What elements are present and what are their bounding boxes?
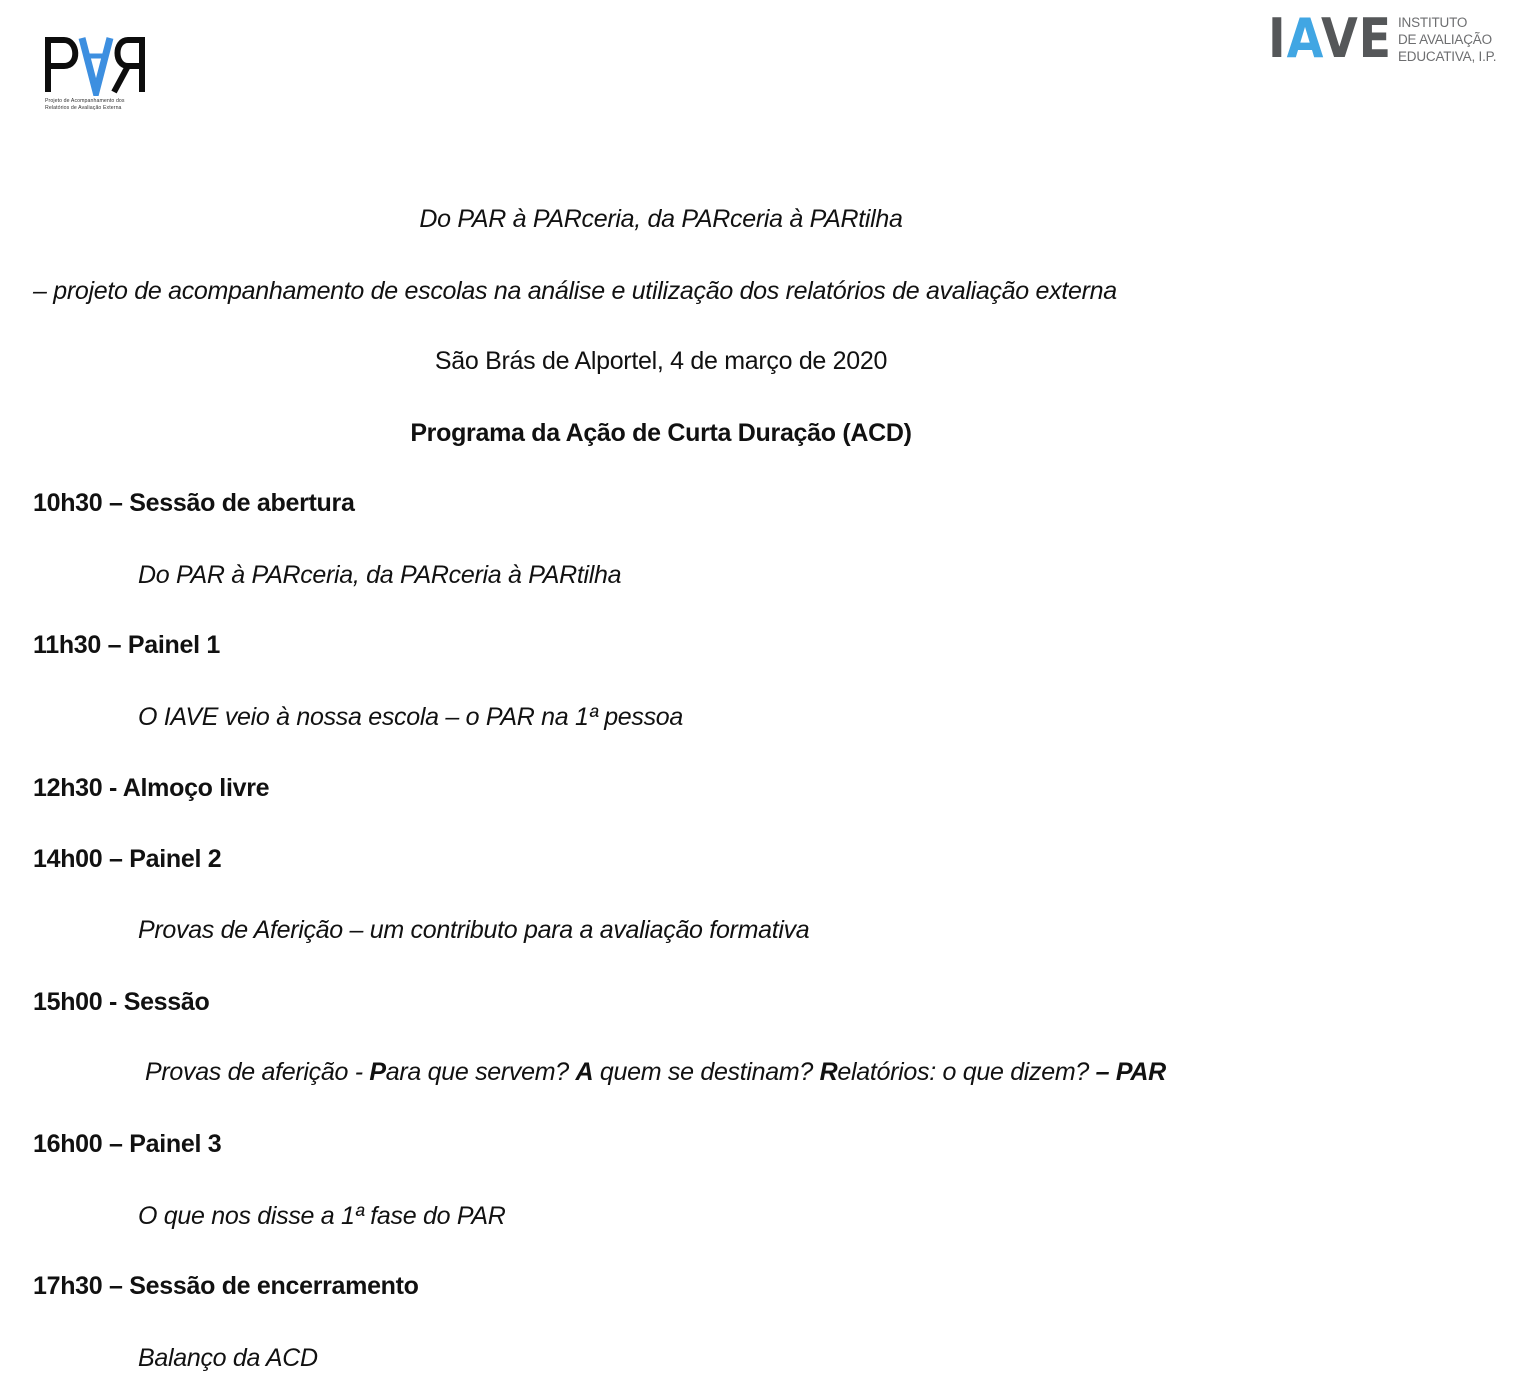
description-part: ara que servem?: [385, 1058, 576, 1086]
schedule-item-title: 14h00 – Painel 2: [33, 845, 222, 873]
schedule-item-title: 11h30 – Painel 1: [33, 631, 220, 659]
description-part-bold: P: [369, 1058, 386, 1086]
description-part: quem se destinam?: [593, 1058, 820, 1086]
document-title: Do PAR à PARceria, da PARceria à PARtilha: [419, 205, 903, 233]
program-title: Programa da Ação de Curta Duração (ACD): [410, 419, 912, 447]
schedule-item-title: 17h30 – Sessão de encerramento: [33, 1272, 419, 1300]
schedule-item-title: 15h00 - Sessão: [33, 988, 210, 1016]
par-logo: [44, 30, 154, 115]
iave-mark-i: I: [1268, 7, 1287, 70]
schedule-item-description: O IAVE veio à nossa escola – o PAR na 1ª pessoa: [138, 703, 684, 731]
par-caption-line-1: Projeto de Acompanhamento dos: [45, 98, 125, 104]
iave-mark-a: A: [1286, 7, 1322, 70]
iave-logo-mark: [1268, 7, 1393, 70]
iave-logo-text: [1398, 14, 1496, 65]
iave-text-line-3: EDUCATIVA, I.P.: [1398, 49, 1497, 64]
par-caption-line-2: Relatórios de Avaliação Externa: [45, 104, 122, 111]
par-logo-caption: [45, 98, 125, 111]
iave-mark-ve: VE: [1321, 7, 1393, 70]
schedule-item-description: O que nos disse a 1ª fase do PAR: [138, 1202, 506, 1230]
schedule-item-description: Do PAR à PARceria, da PARceria à PARtilha: [138, 561, 622, 589]
description-part-bold: A: [575, 1058, 594, 1086]
document-subtitle: – projeto de acompanhamento de escolas na análise e utilização dos relatórios de avaliação externa: [33, 277, 1117, 305]
description-part-bold: R: [819, 1058, 838, 1086]
par-logo-mark: [44, 30, 148, 96]
schedule-item-description: Provas de Aferição – um contributo para a avaliação formativa: [138, 916, 810, 944]
iave-text-line-1: INSTITUTO: [1398, 15, 1468, 30]
schedule-item-title: 12h30 - Almoço livre: [33, 774, 270, 802]
description-part: Provas de aferição -: [145, 1058, 370, 1086]
iave-text-line-2: DE AVALIAÇÃO: [1398, 32, 1492, 47]
description-part-bold: – PAR: [1095, 1058, 1166, 1086]
schedule-item-title: 16h00 – Painel 3: [33, 1130, 222, 1158]
location-date: São Brás de Alportel, 4 de março de 2020: [434, 347, 888, 375]
schedule-item-description: [145, 1058, 1166, 1087]
description-part: elatórios: o que dizem?: [837, 1058, 1096, 1086]
schedule-item-title: 10h30 – Sessão de abertura: [33, 489, 355, 517]
iave-logo: [1268, 7, 1508, 70]
schedule-item-description: Balanço da ACD: [138, 1344, 318, 1372]
